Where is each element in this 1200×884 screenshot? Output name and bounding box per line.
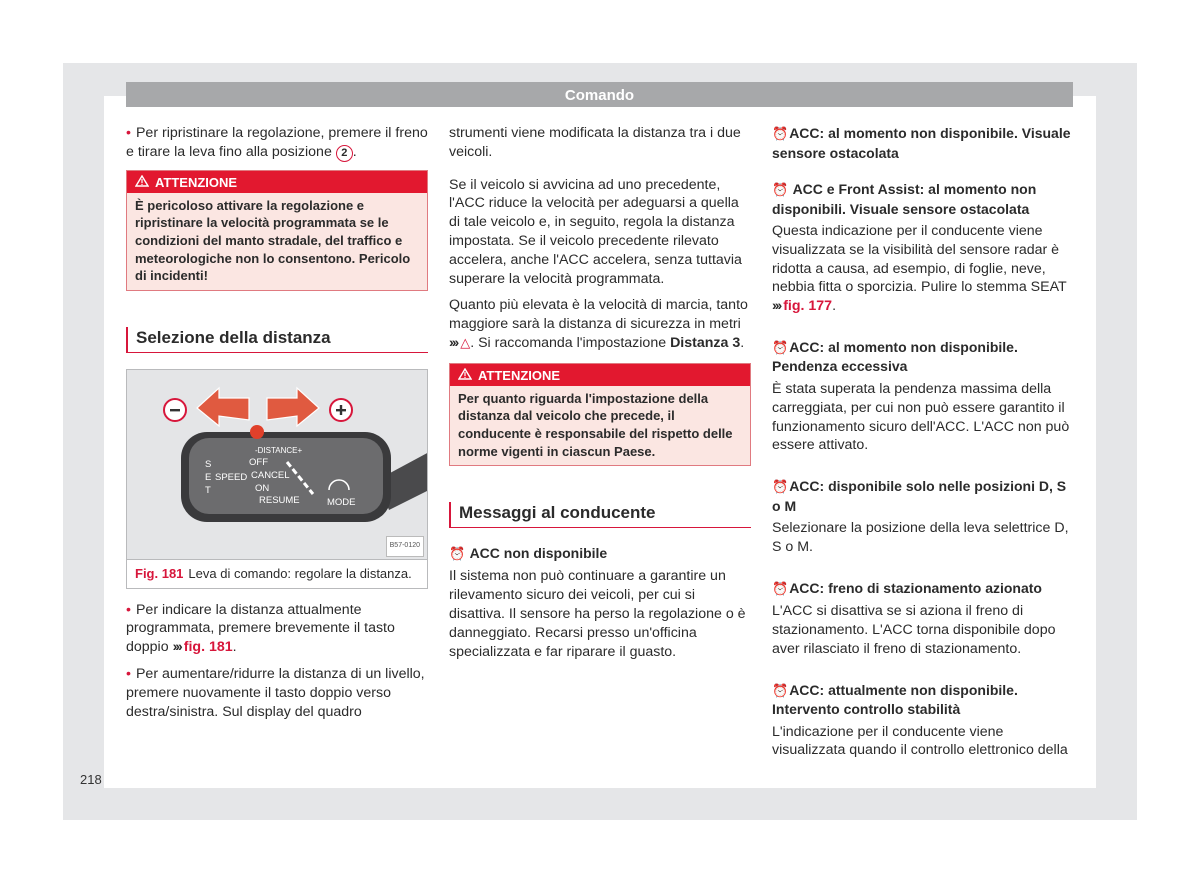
message-title: ⏰ ACC non disponibile [449, 544, 608, 561]
chapter-header: Comando [126, 82, 1073, 107]
bullet-show-distance: • Per indicare la distanza attualmente programmata, premere brevemente il tasto doppio ››› fig. 181. [126, 601, 428, 657]
figure-link-181[interactable]: fig. 181 [183, 639, 233, 656]
bullet-adjust-distance: • Per aumentare/ridurre la distanza di un livello, premere nuovamente il tasto doppio verso destra/sinistra. Sul display del quadro [126, 665, 428, 721]
lever-illustration [127, 370, 427, 560]
warning-header: ATTENZIONE [127, 171, 427, 193]
section-title-messages: Messaggi al conducente [449, 502, 751, 528]
label-t: T [205, 484, 211, 496]
figure-181 [126, 369, 428, 589]
label-speed: SPEED [215, 471, 248, 483]
label-distance: -DISTANCE+ [255, 445, 303, 455]
warning-ref-icon[interactable]: △ [460, 334, 471, 350]
warning-text: È pericoloso attivare la regolazione e ripristinare la velocità programmata se le condizioni del manto stradale, del traffico e meteorologiche non lo consentono. Pericolo di incidenti! [135, 197, 411, 284]
reference-arrows-icon: ››› [772, 298, 781, 315]
acc-speedometer-icon: ⏰ [772, 339, 789, 355]
message-title: ⏰ACC: freno di stazionamento azionato [772, 579, 1042, 596]
label-resume: RESUME [259, 494, 300, 506]
message-title: ⏰ACC: al momento non disponibile. Visuale sensore ostacolata [772, 125, 1071, 161]
reference-arrows-icon: ››› [172, 639, 181, 656]
column-1 [126, 124, 428, 729]
acc-speedometer-icon: ⏰ [772, 580, 789, 596]
acc-speedometer-icon: ⏰ [772, 182, 789, 197]
message-body: Selezionare la posizione della leva selettrice D, S o M. [772, 520, 1069, 555]
paragraph-speed-distance: Quanto più elevata è la velocità di marcia, tanto maggiore sarà la distanza di sicurezza in metri ››› △. Si raccomanda l'impostazione Distanza 3. [449, 297, 748, 351]
acc-speedometer-icon: ⏰ [772, 682, 789, 698]
paragraph-approach: Se il veicolo si avvicina ad uno precedente, l'ACC riduce la velocità per adeguarsi a quella di tale veicolo e, in seguito, regola la distanza impostata. Se il veicolo precedente rilevato accelera, anche l'ACC accelera, senza tuttavia superare la velocità programmata. [449, 176, 742, 287]
message-body: Questa indicazione per il conducente viene visualizzata se la visibilità del sensore radar è ridotta a causa, ad esempio, di foglie, neve, nebbia fitta o sporcizia. Pulire lo stemma SEAT ››› fig. 177. [772, 223, 1067, 315]
acc-speedometer-icon: ⏰ [449, 545, 466, 561]
message-body: Il sistema non può continuare a garantire un rilevamento sicuro dei veicoli, per cui si disattiva. Il sensore ha perso la regolazione o è danneggiato. Recarsi presso un'officina specializzata e far riparare il guasto. [449, 568, 746, 660]
message-title: ⏰ACC: al momento non disponibile. Pendenza eccessiva [772, 338, 1018, 375]
message-body: L'indicazione per il conducente viene visualizzata quando il controllo elettronico della [772, 723, 1068, 759]
figure-code: B57-0120 [386, 536, 424, 557]
page-number: 218 [80, 772, 102, 787]
warning-box-1 [126, 170, 428, 291]
column-3 [772, 124, 1076, 768]
reference-arrows-icon: ››› [449, 334, 458, 351]
warning-triangle-icon [458, 364, 472, 386]
acc-speedometer-icon: ⏰ [772, 126, 789, 141]
figure-link-177[interactable]: fig. 177 [783, 298, 833, 315]
figure-caption: Fig. 181 Leva di comando: regolare la distanza. [135, 565, 412, 581]
bullet-marker [126, 125, 136, 141]
warning-box-2 [449, 363, 751, 466]
warning-text: Per quanto riguarda l'impostazione della distanza dal veicolo che precede, il conducente è responsabile del rispetto delle norme vigenti in ciascun Paese. [458, 390, 733, 459]
paragraph-display: strumenti viene modificata la distanza tra i due veicoli. [449, 125, 741, 160]
label-off: OFF [249, 456, 268, 468]
message-title: ⏰ ACC e Front Assist: al momento non disponibili. Visuale sensore ostacolata [772, 181, 1037, 217]
label-on: ON [255, 482, 270, 494]
message-body: L'ACC si disattiva se si aziona il freno di stazionamento. L'ACC torna disponibile dopo aver rilasciato il freno di stazionamento. [772, 603, 1056, 657]
message-body: È stata superata la pendenza massima della carreggiata, per cui non può essere garantito il funzionamento sicuro dell'ACC. L'ACC non può essere attivato. [772, 380, 1070, 454]
warning-header: ATTENZIONE [450, 364, 750, 386]
figure-label: Fig. 181 [135, 565, 184, 581]
label-cancel: CANCEL [251, 469, 290, 481]
bullet-reset: • Per ripristinare la regolazione, premere il freno e tirare la leva fino alla posizione 2 . [126, 124, 428, 162]
column-2 [449, 124, 751, 669]
label-e: E [205, 471, 212, 483]
message-title: ⏰ACC: attualmente non disponibile. Intervento controllo stabilità [772, 681, 1018, 718]
section-title-distance: Selezione della distanza [126, 327, 428, 353]
acc-speedometer-icon: ⏰ [772, 479, 789, 495]
label-s: S [205, 458, 212, 470]
warning-triangle-icon [135, 171, 149, 193]
message-title: ⏰ACC: disponibile solo nelle posizioni D, S o M [772, 478, 1067, 514]
position-marker: 2 [336, 145, 353, 162]
label-mode: MODE [327, 496, 356, 508]
